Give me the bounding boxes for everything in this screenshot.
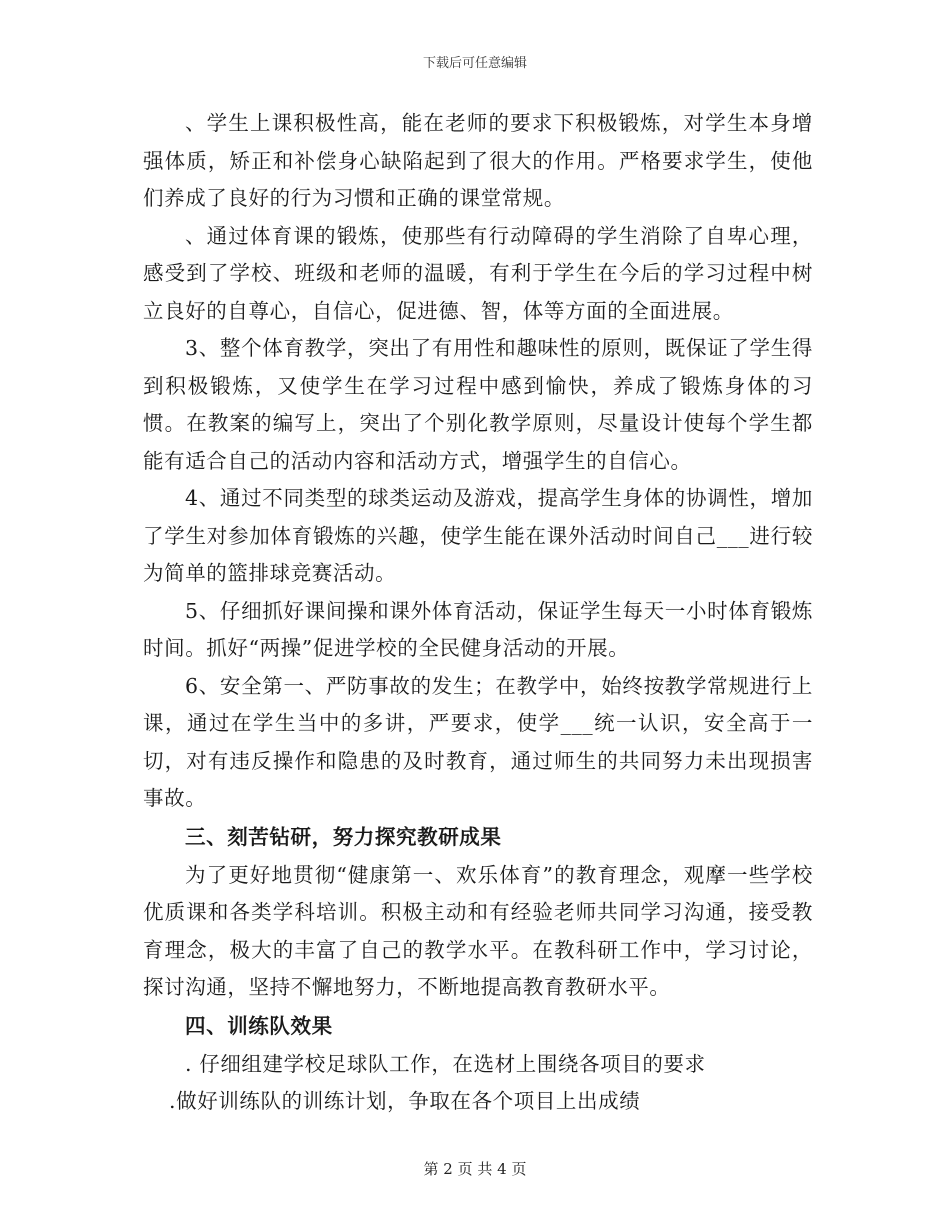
section-4-heading: 四、训练队效果 [185, 1013, 333, 1038]
section-3-heading: 三、刻苦钻研，努力探究教研成果 [185, 824, 502, 849]
paragraph-1: 、学生上课积极性高，能在老师的要求下积极锻炼，对学生本身增强体质，矫正和补偿身心缺陷起到了很大的作用。严格要求学生，使他们养成了良好的行为习惯和正确的课堂常规。 [143, 111, 813, 210]
section-3-paragraph: 为了更好地贯彻“健康第一、欢乐体育”的教育理念，观摩一些学校优质课和各类学科培训。积极主动和有经验老师共同学习沟通，接受教育理念，极大的丰富了自己的教学水平。在教科研工作中，学习讨论，探讨沟通，坚持不懈地努力，不断地提高教育教研水平。 [143, 862, 813, 999]
paragraph-3: 3、整个体育教学，突出了有用性和趣味性的原则，既保证了学生得到积极锻炼，又使学生在学习过程中感到愉快，养成了锻炼身体的习惯。在教案的编写上，突出了个别化教学原则，尽量设计使每个学生都能有适合自己的活动内容和活动方式，增强学生的自信心。 [143, 336, 813, 473]
section-4-item-1: . 仔细组建学校足球队工作，在选材上围绕各项目的要求 [185, 1051, 706, 1076]
section-4-item-2: .做好训练队的训练计划，争取在各个项目上出成绩 [169, 1089, 641, 1113]
document-body [143, 105, 813, 1121]
page-header: 下载后可任意编辑 [422, 56, 527, 71]
paragraph-6: 6、安全第一、严防事故的发生；在教学中，始终按教学常规进行上课，通过在学生当中的多讲，严要求，使学___统一认识，安全高于一切，对有违反操作和隐患的及时教育，通过师生的共同努力未出现损害事故。 [143, 673, 813, 810]
paragraph-2: 、通过体育课的锻炼，使那些有行动障碍的学生消除了自卑心理，感受到了学校、班级和老师的温暖，有利于学生在今后的学习过程中树立良好的自尊心，自信心，促进德、智，体等方面的全面进展。 [143, 223, 813, 323]
paragraph-5: 5、仔细抓好课间操和课外体育活动，保证学生每天一小时体育锻炼时间。抓好“两操”促进学校的全民健身活动的开展。 [143, 598, 813, 660]
paragraph-4: 4、通过不同类型的球类运动及游戏，提高学生身体的协调性，增加了学生对参加体育锻炼的兴趣，使学生能在课外活动时间自己___进行较为简单的篮排球竞赛活动。 [143, 486, 813, 585]
page-footer: 第 2 页 共 4 页 [423, 1160, 527, 1178]
